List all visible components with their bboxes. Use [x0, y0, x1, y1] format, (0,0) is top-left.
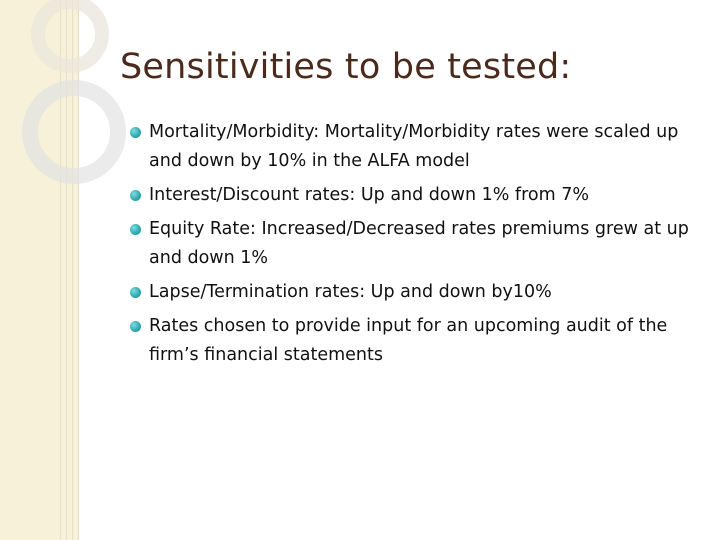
bullet-list	[130, 118, 705, 375]
bullet-item	[130, 181, 705, 210]
bullet-item	[130, 118, 705, 176]
bullet-dot-icon	[130, 127, 141, 138]
bullet-text: Mortality/Morbidity: Mortality/Morbidity rates were scaled up and down by 10% in the ALFA model	[149, 122, 679, 171]
bullet-item	[130, 215, 705, 273]
bullet-item	[130, 278, 705, 307]
bullet-text: Rates chosen to provide input for an upcoming audit of the firm’s financial statements	[149, 316, 668, 365]
bullet-dot-icon	[130, 287, 141, 298]
bullet-text: Lapse/Termination rates: Up and down by10%	[149, 282, 552, 302]
bullet-text: Equity Rate: Increased/Decreased rates premiums grew at up and down 1%	[149, 219, 689, 268]
bullet-dot-icon	[130, 190, 141, 201]
bullet-dot-icon	[130, 321, 141, 332]
decorative-rings	[0, 0, 130, 200]
bullet-item	[130, 312, 705, 370]
bullet-text: Interest/Discount rates: Up and down 1% from 7%	[149, 185, 589, 205]
slide-title: Sensitivities to be tested:	[120, 47, 572, 87]
bullet-dot-icon	[130, 224, 141, 235]
